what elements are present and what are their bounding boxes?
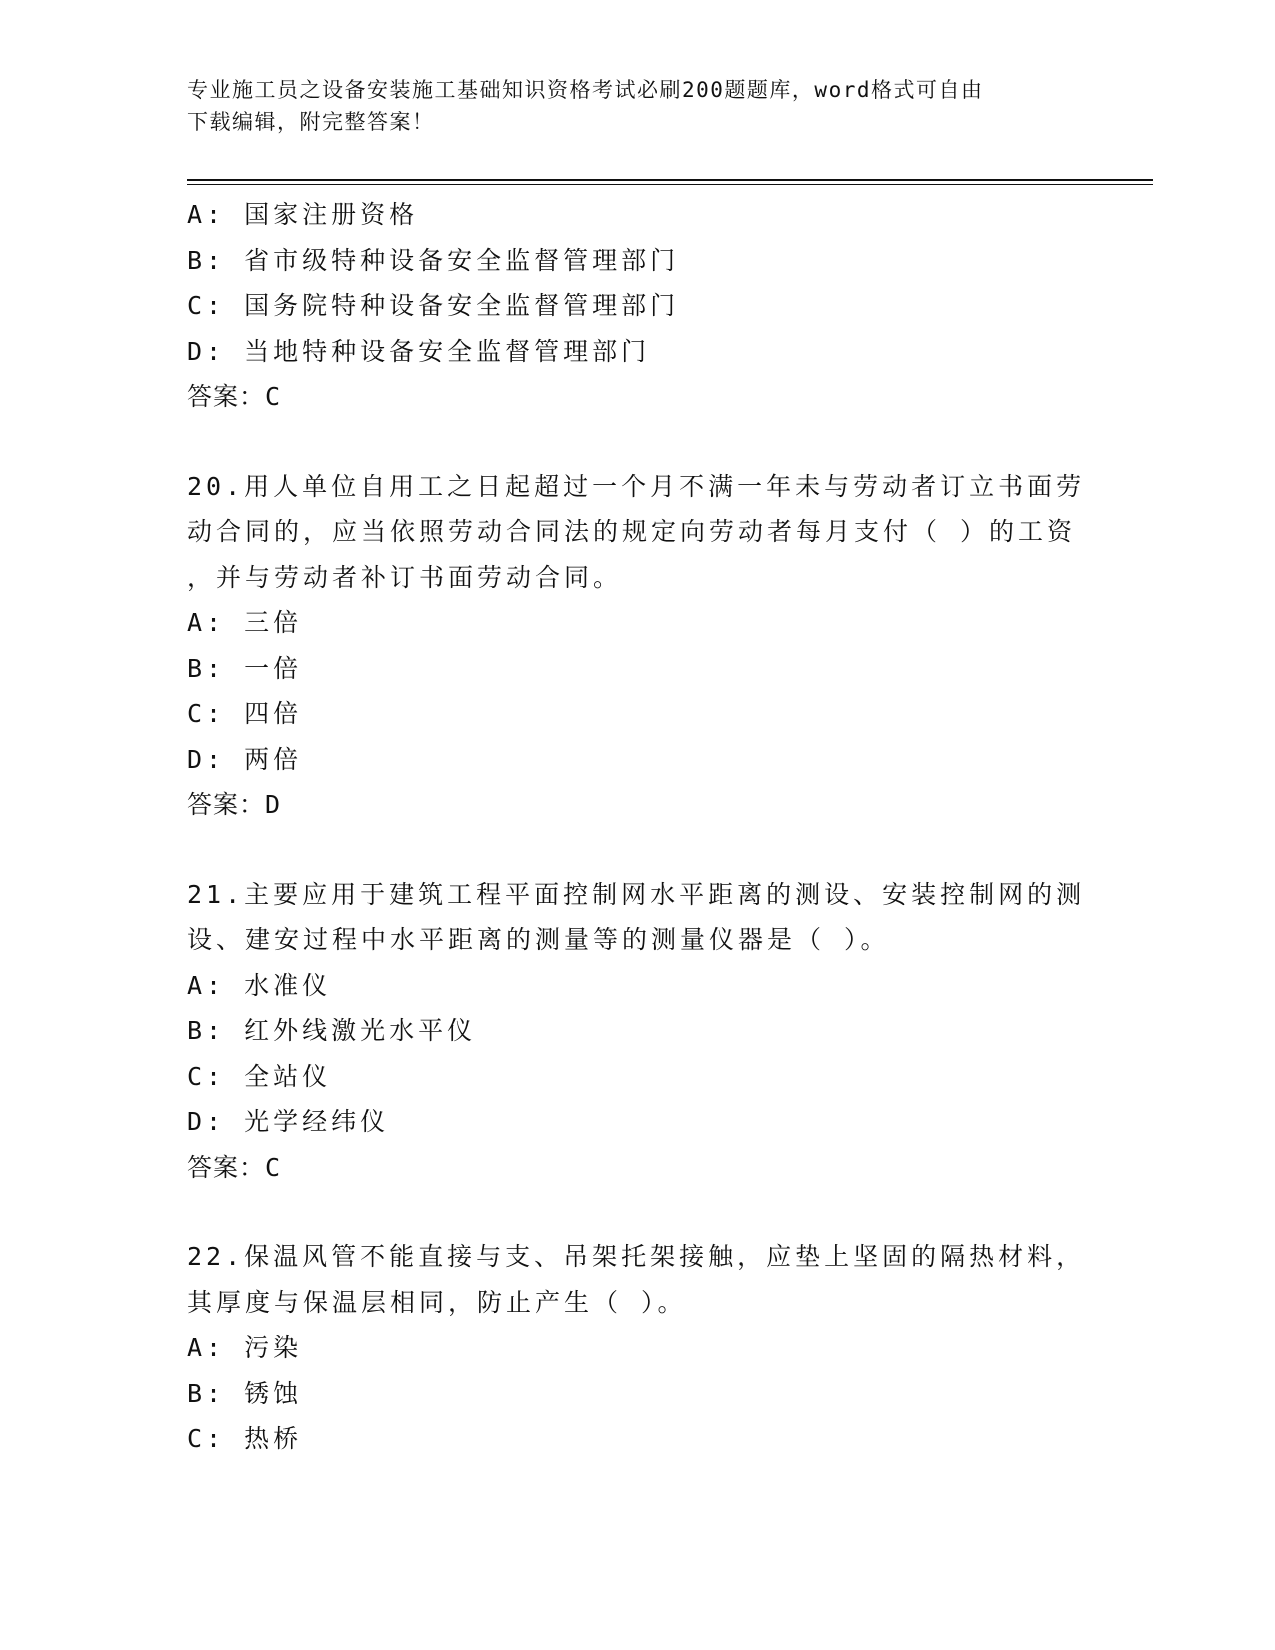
option-c: C: 热桥 — [187, 1424, 303, 1453]
option-b: B: 红外线激光水平仪 — [187, 1016, 477, 1045]
stem-line: 21.主要应用于建筑工程平面控制网水平距离的测设、安装控制网的测 — [187, 879, 1086, 909]
stem-line: 其厚度与保温层相同，防止产生（ ）。 — [187, 1287, 687, 1317]
option-d: D: 当地特种设备安全监督管理部门 — [187, 336, 651, 366]
answer: 答案：C — [187, 382, 282, 411]
question-stem — [187, 464, 1086, 601]
option-a: A: 污染 — [187, 1333, 303, 1362]
header-divider-thick — [187, 179, 1153, 181]
header-line-1: 专业施工员之设备安装施工基础知识资格考试必刷200题题库，word格式可自由 — [187, 78, 984, 102]
stem-line: ，并与劳动者补订书面劳动合同。 — [187, 562, 623, 592]
answer: 答案：C — [187, 1152, 282, 1182]
document-header — [187, 74, 1067, 138]
option-c: C: 四倍 — [187, 699, 303, 728]
option-c: C: 全站仪 — [187, 1061, 332, 1091]
option-b: B: 一倍 — [187, 653, 303, 683]
question-20 — [187, 464, 1087, 828]
option-a: A: 三倍 — [187, 608, 303, 637]
option-c: C: 国务院特种设备安全监督管理部门 — [187, 291, 680, 320]
header-divider-thin — [187, 184, 1153, 185]
header-line-2: 下载编辑，附完整答案！ — [187, 110, 435, 134]
question-21 — [187, 872, 1087, 1191]
option-d: D: 光学经纬仪 — [187, 1107, 390, 1136]
option-a: A: 水准仪 — [187, 970, 332, 1000]
option-d: D: 两倍 — [187, 744, 303, 774]
stem-line: 设、建安过程中水平距离的测量等的测量仪器是（ ）。 — [187, 925, 890, 954]
question-stem — [187, 872, 1086, 963]
answer: 答案：D — [187, 790, 282, 819]
option-b: B: 锈蚀 — [187, 1378, 303, 1408]
question-stem — [187, 1234, 1086, 1325]
stem-line: 20.用人单位自用工之日起超过一个月不满一年未与劳动者订立书面劳 — [187, 471, 1086, 501]
question-19-continued — [187, 192, 1087, 420]
option-b: B: 省市级特种设备安全监督管理部门 — [187, 245, 680, 275]
document-body — [187, 192, 1087, 1462]
stem-line: 22.保温风管不能直接与支、吊架托架接触，应垫上坚固的隔热材料， — [187, 1242, 1086, 1271]
option-a: A: 国家注册资格 — [187, 200, 419, 229]
question-22 — [187, 1234, 1087, 1462]
stem-line: 动合同的，应当依照劳动合同法的规定向劳动者每月支付（ ）的工资 — [187, 517, 1077, 546]
